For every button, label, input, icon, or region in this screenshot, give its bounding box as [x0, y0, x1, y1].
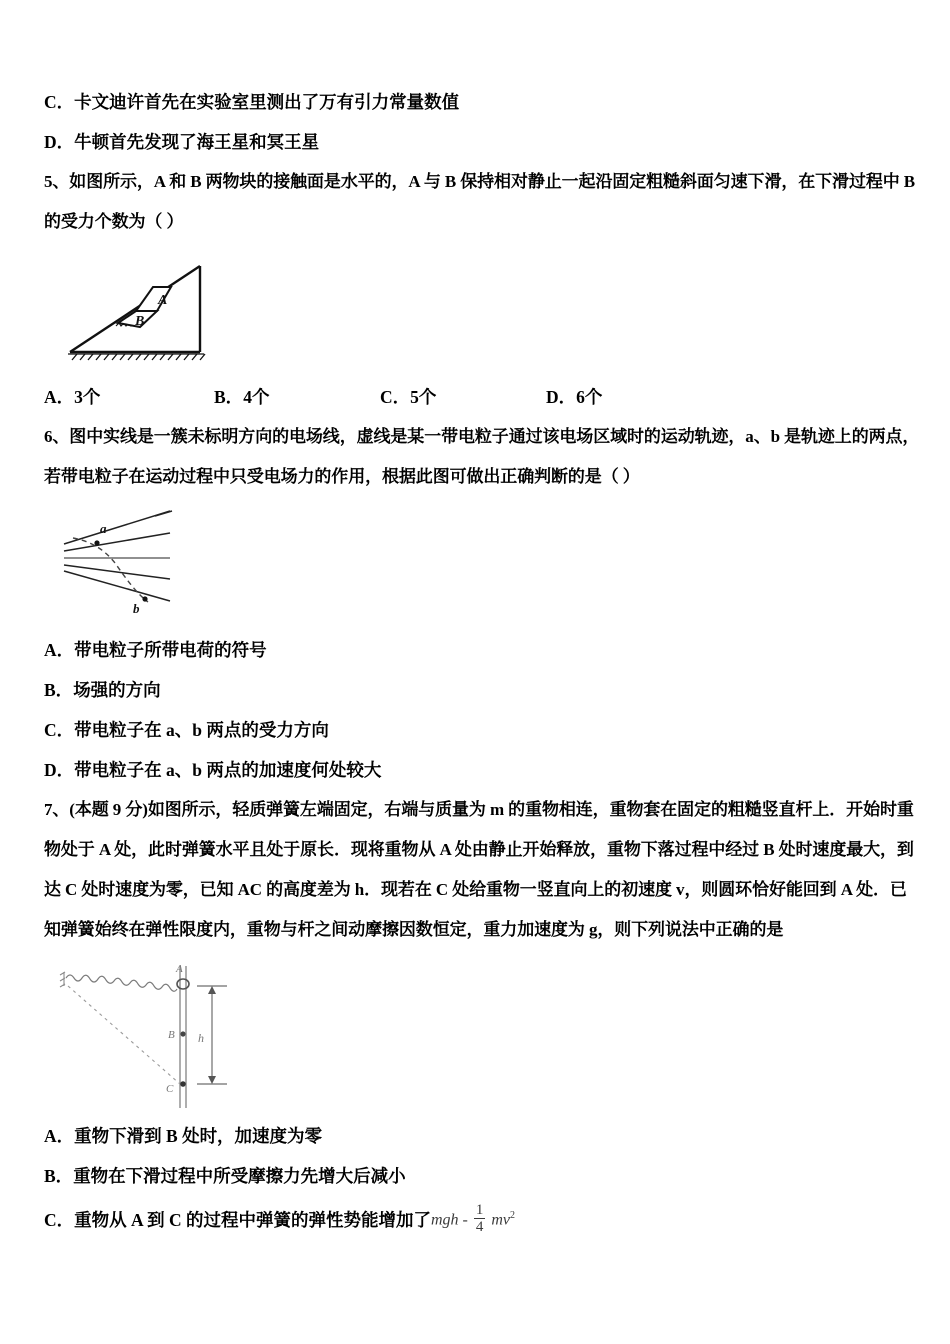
- q7-point-c-label: C: [166, 1083, 174, 1095]
- q4-option-d: [44, 122, 920, 162]
- q5-block-a-label: A: [158, 293, 168, 308]
- q7-stem-line1: 7、(本题 9 分)如图所示，轻质弹簧左端固定，右端与质量为 m 的重物相连，重物套在固定的粗糙竖直杆上．开始时重: [44, 800, 914, 819]
- spring-wall-anchor: [60, 972, 65, 987]
- ring-at-a: [177, 979, 189, 989]
- q7-option-a-label: A．: [44, 1126, 75, 1146]
- q7-stem-line2: 物处于 A 处，此时弹簧水平且处于原长．现将重物从 A 处由静止开始释放，重物下落过程中经过 B 处时速度最大，到: [44, 840, 914, 859]
- formula-denominator: 4: [475, 1218, 484, 1235]
- q5-option-a: [44, 377, 100, 417]
- q5-option-c-label: C．: [380, 387, 411, 407]
- q7-option-c-body: [44, 1200, 431, 1240]
- q5-option-a-text: 3个: [74, 387, 101, 407]
- field-lines-diagram-svg: [60, 507, 275, 622]
- q6-option-a-text: 带电粒子所带电荷的符号: [74, 640, 267, 660]
- formula-fraction: [474, 1203, 486, 1235]
- spring-rod-diagram-svg: [52, 960, 267, 1110]
- q6-option-c: [44, 710, 920, 750]
- h-arrow-head-up: [208, 986, 216, 994]
- q7-stem-line4: 知弹簧始终在弹性限度内，重物与杆之间动摩擦因数恒定，重力加速度为 g，则下列说法中正确的是: [44, 920, 784, 939]
- q6-option-d-text: 带电粒子在 a、b 两点的加速度何处较大: [74, 760, 382, 780]
- q7-figure-spring-rod: [52, 960, 267, 1110]
- q4-option-c: [44, 82, 920, 122]
- field-line-group: [64, 511, 170, 601]
- field-line-2: [64, 533, 170, 551]
- q6-option-c-label: C．: [44, 720, 75, 740]
- q6-option-a-label: A．: [44, 640, 75, 660]
- q7-option-c-text: 重物从 A 到 C 的过程中弹簧的弹性势能增加了: [74, 1210, 431, 1231]
- q5-block-b-label: B: [135, 314, 145, 329]
- q5-option-b-label: B．: [214, 387, 244, 407]
- q7-point-a-label: A: [176, 963, 183, 975]
- q6-option-d-label: D．: [44, 760, 75, 780]
- q4-option-c-label: C．: [44, 92, 75, 112]
- point-a-marker: [94, 540, 99, 545]
- q5-option-d-label: D．: [546, 387, 577, 407]
- formula-exponent: 2: [510, 1210, 515, 1221]
- q6-figure-electric-field-lines: [60, 507, 275, 622]
- q7-option-b-text: 重物在下滑过程中所受摩擦力先增大后减小: [73, 1166, 406, 1186]
- incline-diagram-svg: [58, 248, 268, 373]
- q5-stem-line2: 的受力个数为（ ）: [44, 212, 184, 231]
- q7-option-a: [44, 1116, 920, 1156]
- q6-stem-line2: 若带电粒子在运动过程中只受电场力的作用，根据此图可做出正确判断的是（ ）: [44, 467, 640, 486]
- q5-option-d: [546, 377, 602, 417]
- q7-option-c-label: C．: [44, 1210, 75, 1231]
- q5-option-a-label: A．: [44, 387, 75, 407]
- q6-point-a-label: a: [100, 521, 107, 536]
- q5-option-b: [214, 377, 269, 417]
- q5-option-b-text: 4个: [243, 387, 270, 407]
- point-c-marker-rod: [180, 1081, 186, 1087]
- formula-tail: mv: [491, 1211, 510, 1229]
- formula-minus: -: [462, 1211, 468, 1229]
- q7-option-c: [44, 1196, 920, 1240]
- q6-option-b: [44, 670, 920, 710]
- q4-option-d-text: 牛顿首先发现了海王星和冥王星: [74, 132, 320, 152]
- field-line-5: [64, 571, 170, 601]
- h-arrow-head-down: [208, 1076, 216, 1084]
- q5-option-d-text: 6个: [576, 387, 603, 407]
- q6-option-c-text: 带电粒子在 a、b 两点的受力方向: [74, 720, 329, 740]
- ground-hatching: [68, 354, 205, 360]
- spring-coil: [66, 975, 177, 991]
- formula-lead: mgh: [430, 1211, 459, 1229]
- q5-option-c-text: 5个: [410, 387, 437, 407]
- q7-option-c-formula: [431, 1196, 515, 1240]
- q5-stem-line1: 5、如图所示，A 和 B 两物块的接触面是水平的，A 与 B 保持相对静止一起沿固定粗糙斜面匀速下滑，在下滑过程中 B: [44, 172, 916, 191]
- q6-point-b-label: b: [133, 601, 140, 616]
- spring-stretched-dashed: [68, 986, 180, 1084]
- q6-option-d: [44, 750, 920, 790]
- point-b-marker: [142, 596, 147, 601]
- q6-option-b-text: 场强的方向: [73, 680, 161, 700]
- q7-height-label: h: [198, 1031, 204, 1045]
- q7-option-a-text: 重物下滑到 B 处时，加速度为零: [74, 1126, 323, 1146]
- q4-option-c-text: 卡文迪许首先在实验室里测出了万有引力常量数值: [74, 92, 460, 112]
- q6-stem-line1: 6、图中实线是一簇未标明方向的电场线，虚线是某一带电粒子通过该电场区域时的运动轨迹，a、b 是轨迹上的两点，: [44, 427, 920, 446]
- q7-option-b-label: B．: [44, 1166, 74, 1186]
- q7-point-b-label: B: [168, 1029, 175, 1041]
- q5-figure-incline-two-blocks: [58, 248, 268, 373]
- q6-option-b-label: B．: [44, 680, 74, 700]
- page-content: [44, 82, 920, 1240]
- incline-hypotenuse: [70, 266, 200, 352]
- field-line-4: [64, 565, 170, 579]
- q7-stem-line3: 达 C 处时速度为零，已知 AC 的高度差为 h．现若在 C 处给重物一竖直向上的初速度 v，则圆环恰好能回到 A 处．已: [44, 880, 907, 899]
- point-b-marker-rod: [180, 1031, 185, 1036]
- q5-option-c: [380, 377, 436, 417]
- q6-option-a: [44, 630, 920, 670]
- q4-option-d-label: D．: [44, 132, 75, 152]
- q5-options-row: [44, 377, 920, 417]
- q7-option-b: [44, 1156, 920, 1196]
- field-line-1: [64, 511, 170, 544]
- formula-numerator: 1: [475, 1201, 484, 1218]
